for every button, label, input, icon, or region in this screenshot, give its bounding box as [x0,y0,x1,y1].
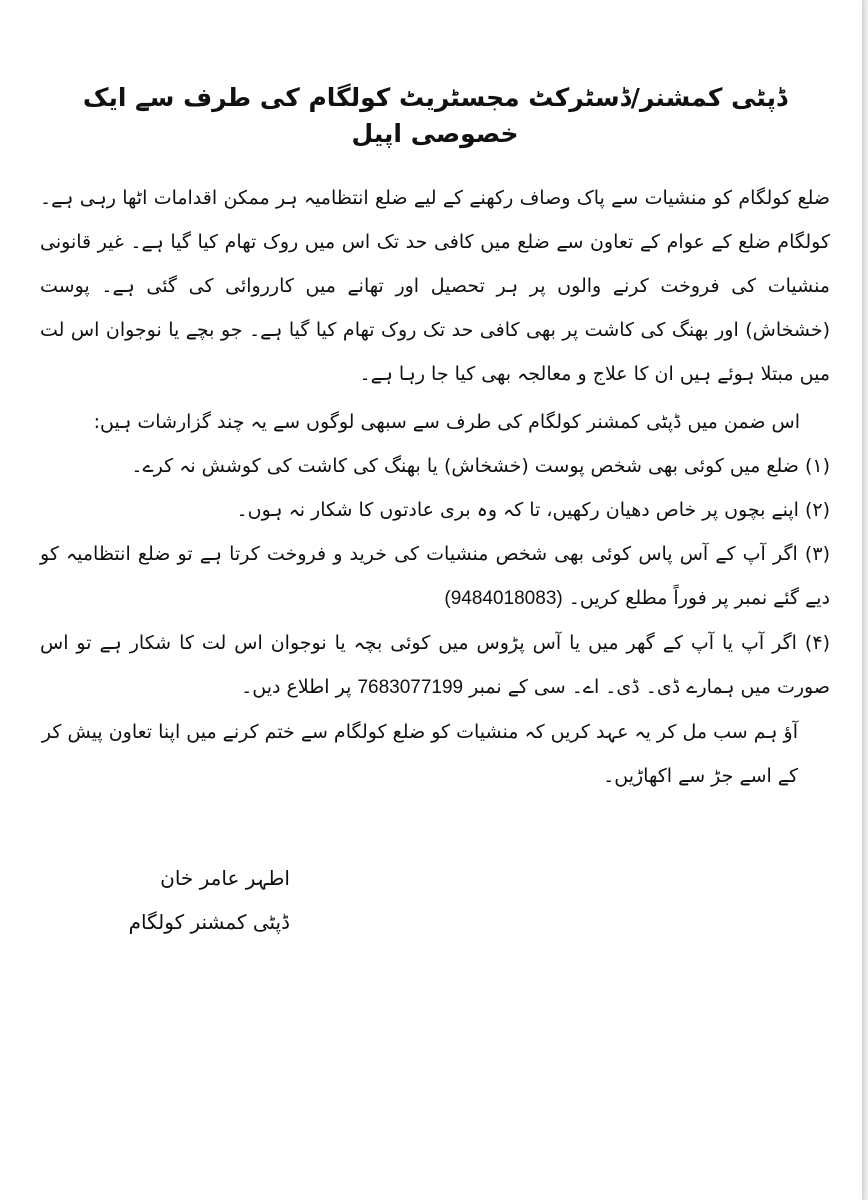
signatory-designation: ڈپٹی کمشنر کولگام [128,910,290,934]
phone-number: 7683077199 [357,677,464,698]
list-item [40,444,830,488]
phone-number: (9484018083) [444,588,563,609]
signatory-name: اطہر عامر خان [160,866,290,890]
list-item-text: اگر آپ کے آس پاس کوئی بھی شخص منشیات کی خرید و فروخت کرتا ہے تو ضلع انتظامیہ کو دیے گئے نمبر پر فوراً مطلع کریں۔ [40,543,830,609]
list-item [40,488,830,532]
list-item-number: (۴) [804,632,830,654]
signature-block [40,856,290,944]
page-title: ڈپٹی کمشنر/ڈسٹرکٹ مجسٹریٹ کولگام کی طرف سے ایک خصوصی اپیل [82,83,788,148]
list-item-text: اپنے بچوں پر خاص دھیان رکھیں، تا کہ وہ بری عادتوں کا شکار نہ ہوں۔ [236,499,799,521]
appeal-document [40,80,830,944]
list-item-number: (۲) [804,499,830,521]
list-item [40,621,830,710]
body-paragraph: ضلع کولگام کو منشیات سے پاک وصاف رکھنے کے لیے ضلع انتظامیہ ہر ممکن اقدامات اٹھا رہی ہے۔ کولگام ضلع کے عوام کے تعاون سے ضلع میں کافی حد تک اس میں روک تھام کیا گیا ہے۔ غیر قانونی منشیات کی فروخت کرنے والوں پر ہر تحصیل اور تھانے میں کارروائی کی گئی ہے۔ پوست (خشخاش) اور بھنگ کی کاشت پر بھی کافی حد تک روک تھام کیا گیا ہے۔ جو بچے یا نوجوان اس لت میں مبتلا ہوئے ہیں ان کا علاج و معالجہ بھی کیا جا رہا ہے۔ [40,187,830,385]
closing-paragraph: آؤ ہم سب مل کر یہ عہد کریں کہ منشیات کو ضلع کولگام سے ختم کرنے میں اپنا تعاون پیش کر کے اسے جڑ سے اکھاڑیں۔ [41,721,798,787]
intro-paragraph: اس ضمن میں ڈپٹی کمشنر کولگام کی طرف سے سبھی لوگوں سے یہ چند گزارشات ہیں: [93,411,800,433]
list-item-number: (۱) [804,455,830,477]
list-item [40,532,830,621]
list-item-text: اگر آپ یا آپ کے گھر میں یا آس پڑوس میں کوئی بچہ یا نوجوان اس لت کا شکار ہے تو اس صورت میں ہمارے ڈی۔ ڈی۔ اے۔ سی کے نمبر [40,632,830,698]
list-item-text: ضلع میں کوئی بھی شخص پوست (خشخاش) یا بھنگ کی کاشت کی کوشش نہ کرے۔ [131,455,799,477]
list-item-number: (۳) [804,543,830,565]
list-item-text-after: پر اطلاع دیں۔ [241,676,352,698]
